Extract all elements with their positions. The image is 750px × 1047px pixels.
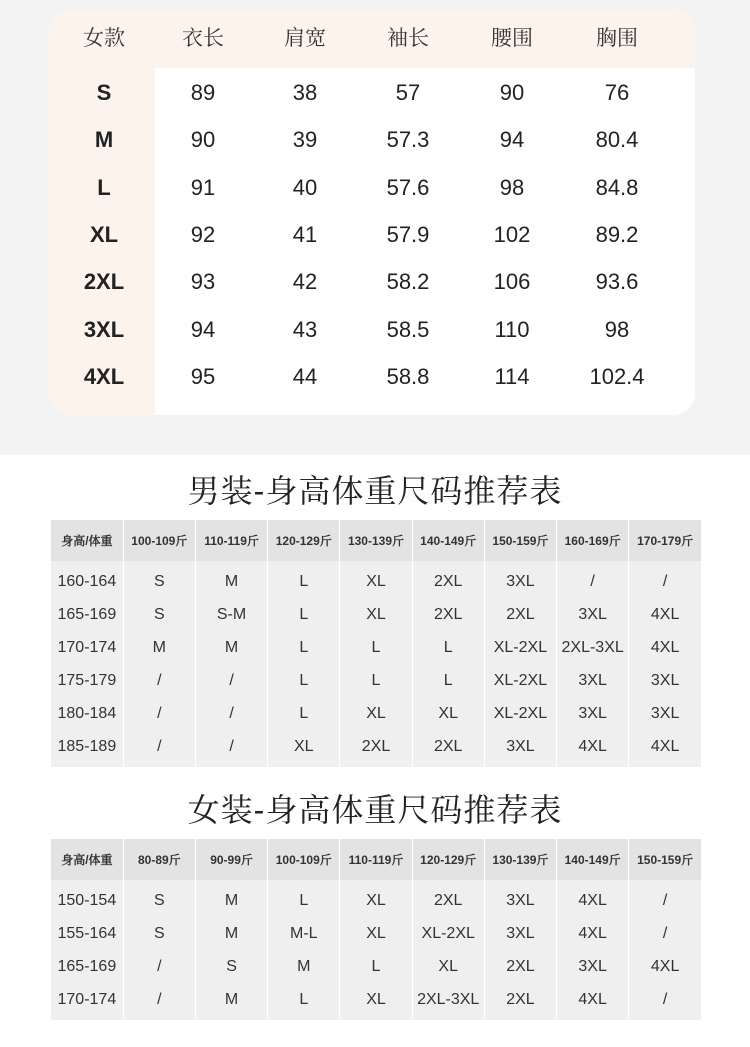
weight-range-header: 150-159斤 [484,520,556,561]
weight-range-header: 90-99斤 [195,839,267,880]
height-range-cell: 170-174 [51,631,123,664]
measurement-value: 102.4 [589,363,645,389]
size-cell: M [195,631,267,664]
table-row [51,598,701,631]
size-cell: S [195,950,267,983]
size-cell: 4XL [650,605,680,623]
size-cell: S [123,598,195,631]
measurement-row [49,211,695,258]
size-label: 2XL [83,269,125,295]
size-cell: 3XL [484,561,556,598]
height-range-cell: 150-154 [51,880,123,917]
size-cell: M [123,631,195,664]
measurement-value: 58.8 [386,363,430,389]
height-weight-header: 身高/体重 [51,839,123,880]
size-cell: L [340,631,412,664]
height-range-cell: 180-184 [51,697,123,730]
measurement-value: 106 [493,269,531,295]
size-cell: 3XL [557,598,629,631]
size-cell: 4XL [557,917,629,950]
measurement-row [49,116,695,163]
men-recommendation-table [51,520,701,767]
size-cell: 3XL [557,950,629,983]
measurement-value: 57.3 [386,127,430,153]
size-cell: 2XL [412,880,484,917]
size-cell: / [123,697,195,730]
table-row [51,983,701,1020]
header-cell: 女款 [83,27,125,50]
size-cell: / [123,664,195,697]
size-cell: 2XL [484,598,556,631]
size-cell: L [268,561,340,598]
measurement-row [49,258,695,305]
measurement-value: 95 [190,363,216,389]
size-cell: L [268,664,340,697]
weight-range-header: 150-159斤 [629,839,701,880]
size-cell: / [123,730,195,767]
size-cell: 4XL [557,880,629,917]
size-cell: XL [412,950,484,983]
header-cell: 衣长 [182,27,224,50]
height-range-cell: 155-164 [51,917,123,950]
header-cell: 袖长 [387,27,429,50]
size-cell: / [662,990,668,1008]
table-row [51,561,701,598]
size-label: L [97,174,111,200]
size-cell: S [123,917,195,950]
size-cell: L [412,664,484,697]
size-cell: XL [340,697,412,730]
measurement-value: 94 [190,316,216,342]
measurement-value: 42 [292,269,318,295]
height-range-cell: 185-189 [51,730,123,767]
measurement-value: 38 [292,80,318,105]
size-cell: / [557,561,629,598]
weight-range-header: 110-119斤 [340,839,412,880]
size-cell: 2XL [340,730,412,767]
measurement-value: 80.4 [595,127,639,153]
size-cell: L [340,664,412,697]
size-cell: XL [340,880,412,917]
header-cell: 腰围 [491,27,533,50]
measurement-value: 43 [292,316,318,342]
size-cell: XL-2XL [412,917,484,950]
size-cell: / [662,924,668,942]
size-cell: M [195,880,267,917]
size-label: M [94,127,114,153]
size-cell: XL-2XL [484,697,556,730]
measurement-row [49,69,695,116]
size-cell: 2XL [412,561,484,598]
size-cell: XL [340,561,412,598]
height-weight-header: 身高/体重 [51,520,123,561]
size-label: S [96,80,112,105]
size-cell: 4XL [650,957,680,975]
weight-range-header: 110-119斤 [195,520,267,561]
size-cell: 3XL [484,880,556,917]
size-cell: 2XL [484,950,556,983]
women-recommendation-table [51,839,701,1020]
size-cell: L [268,983,340,1020]
size-cell: 2XL [412,598,484,631]
weight-range-header: 140-149斤 [557,839,629,880]
size-cell: M [195,983,267,1020]
measurement-value: 114 [494,363,530,389]
measurement-value: 76 [604,80,630,105]
size-cell: 3XL [557,697,629,730]
size-cell: XL [340,983,412,1020]
height-range-cell: 165-169 [51,598,123,631]
size-cell: S-M [195,598,267,631]
measurement-value: 93 [190,269,216,295]
size-cell: M [195,561,267,598]
size-cell: 3XL [557,664,629,697]
size-cell: / [662,891,668,909]
size-cell: S [123,561,195,598]
size-cell: 4XL [650,638,680,656]
measurement-value: 98 [499,174,525,200]
table-row [51,664,701,697]
size-cell: / [195,664,267,697]
size-cell: / [123,983,195,1020]
measurement-value: 92 [190,221,216,247]
size-cell: 2XL [412,730,484,767]
size-cell: XL-2XL [484,631,556,664]
measurement-value: 102 [493,221,531,247]
weight-range-header: 100-109斤 [268,839,340,880]
measurement-header-row [49,10,695,57]
measurement-value: 93.6 [595,269,639,295]
size-cell: / [662,572,668,590]
size-cell: 4XL [650,737,680,755]
size-cell: L [268,598,340,631]
height-range-cell: 160-164 [51,561,123,598]
table-row [51,730,701,767]
size-cell: XL [412,697,484,730]
size-cell: S [123,880,195,917]
weight-range-header: 130-139斤 [484,839,556,880]
measurement-value: 98 [604,316,630,342]
size-cell: L [412,631,484,664]
height-range-cell: 175-179 [51,664,123,697]
size-cell: 2XL [484,983,556,1020]
weight-range-header: 80-89斤 [123,839,195,880]
size-cell: L [340,950,412,983]
height-range-cell: 170-174 [51,983,123,1020]
size-cell: L [268,631,340,664]
weight-range-header: 170-179斤 [629,520,701,561]
header-cell: 肩宽 [284,27,326,50]
size-cell: XL [340,598,412,631]
weight-range-header: 140-149斤 [412,520,484,561]
measurement-row [49,306,695,353]
size-cell: XL-2XL [484,664,556,697]
size-cell: M-L [268,917,340,950]
table-row [51,950,701,983]
size-cell: / [123,950,195,983]
height-range-cell: 165-169 [51,950,123,983]
measurement-section [0,0,750,455]
measurement-value: 89 [190,80,216,105]
weight-range-header: 130-139斤 [340,520,412,561]
measurement-value: 44 [292,363,318,389]
header-cell: 胸围 [596,27,638,50]
measurement-value: 94 [499,127,525,153]
weight-range-header: 160-169斤 [557,520,629,561]
weight-range-header: 120-129斤 [268,520,340,561]
size-cell: 4XL [557,983,629,1020]
size-cell: 4XL [557,730,629,767]
measurement-value: 40 [292,174,318,200]
women-section-title: 女装-身高体重尺码推荐表 [187,792,563,828]
measurement-value: 90 [190,127,216,153]
size-label: XL [89,221,119,247]
weight-range-header: 120-129斤 [412,839,484,880]
measurement-row [49,164,695,211]
size-cell: 2XL-3XL [412,983,484,1020]
size-cell: M [268,950,340,983]
measurement-value: 57.9 [386,221,430,247]
size-label: 4XL [83,363,125,389]
measurement-value: 57.6 [386,174,430,200]
measurement-value: 41 [292,221,318,247]
measurement-value: 90 [499,80,525,105]
size-cell: 3XL [484,730,556,767]
measurement-value: 58.5 [386,316,430,342]
weight-range-header: 100-109斤 [123,520,195,561]
size-cell: 3XL [650,704,680,722]
size-label: 3XL [83,316,125,342]
measurement-value: 91 [190,174,216,200]
table-row [51,880,701,917]
measurement-value: 110 [494,316,530,342]
size-cell: L [268,697,340,730]
table-row [51,697,701,730]
size-cell: 2XL-3XL [557,631,629,664]
size-cell: XL [340,917,412,950]
measurement-value: 57 [395,80,421,105]
size-cell: 3XL [484,917,556,950]
size-cell: XL [268,730,340,767]
size-cell: / [195,730,267,767]
measurement-row [49,353,695,400]
measurement-value: 58.2 [386,269,430,295]
measurement-value: 84.8 [595,174,639,200]
men-section-title: 男装-身高体重尺码推荐表 [187,473,563,509]
size-cell: / [195,697,267,730]
measurement-table [49,10,695,415]
table-row [51,631,701,664]
table-row [51,917,701,950]
size-cell: 3XL [650,671,680,689]
size-cell: M [195,917,267,950]
measurement-value: 39 [292,127,318,153]
size-cell: L [268,880,340,917]
measurement-value: 89.2 [595,221,639,247]
